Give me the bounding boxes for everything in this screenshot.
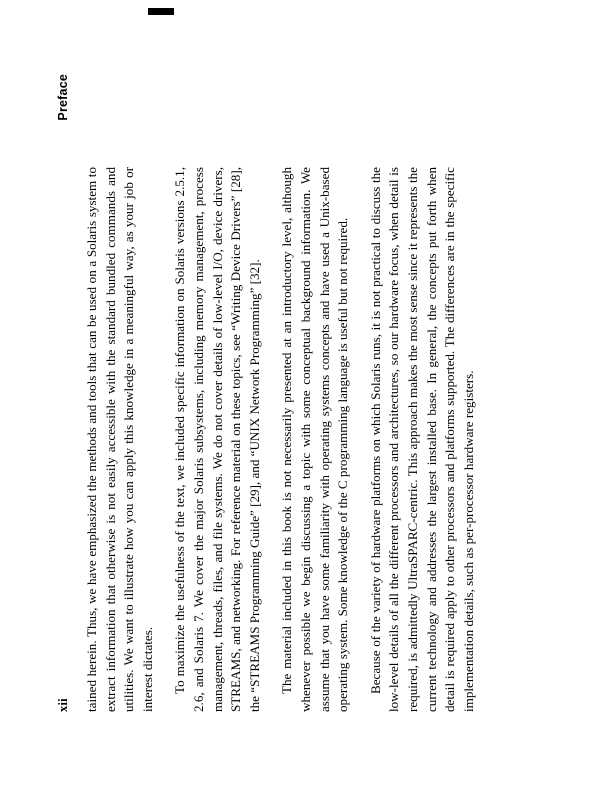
running-head-title: Preface xyxy=(56,74,70,121)
running-head xyxy=(56,74,71,712)
paragraph-hardware: Because of the variety of hardware platforms on which Solaris runs, it is not practical to discuss the low-level details of all the different processors and architectures, so our hardware focus, when detail is required, is admittedly UltraSPARC-centric. This approach makes the most sense since it represents the current technology and addresses the largest installed base. In general, the concepts put forth when detail is required apply to other processors and platforms supported. The differences are in the specific implementation details, such as per-processor hardware registers. xyxy=(367,167,476,712)
page-number: xii xyxy=(56,698,70,712)
paragraph-material: The material included in this book is not necessarily presented at an introductory level, although whenever possible we begin discussing a topic with some conceptual background information. We assume that you have some familiarity with operating systems concepts and have used a Unix-based operating system. Some knowledge of the C programming language is useful but not required. xyxy=(279,167,351,712)
paragraph-maximize: To maximize the usefulness of the text, we included specific information on Solaris versions 2.5.1, 2.6, and Solaris 7. We cover the major Solaris subsystems, including memory management, process management, threads, files, and file systems. We do not cover details of low-level I/O, device drivers, STREAMS, and networking. For reference material on these topics, see “Writing Device Drivers” [28], the “STREAMS Programming Guide” [29], and “UNIX Network Programming” [32]. xyxy=(172,167,262,712)
body-column xyxy=(83,167,478,712)
paragraph-continued: tained herein. Thus, we have emphasized the methods and tools that can be used on a Solaris system to extract information that otherwise is not easily accessible with the standard bundled commands and utilities. We want to illustrate how you can apply this knowledge in a meaningful way, as your job or interest dictates. xyxy=(84,167,155,712)
